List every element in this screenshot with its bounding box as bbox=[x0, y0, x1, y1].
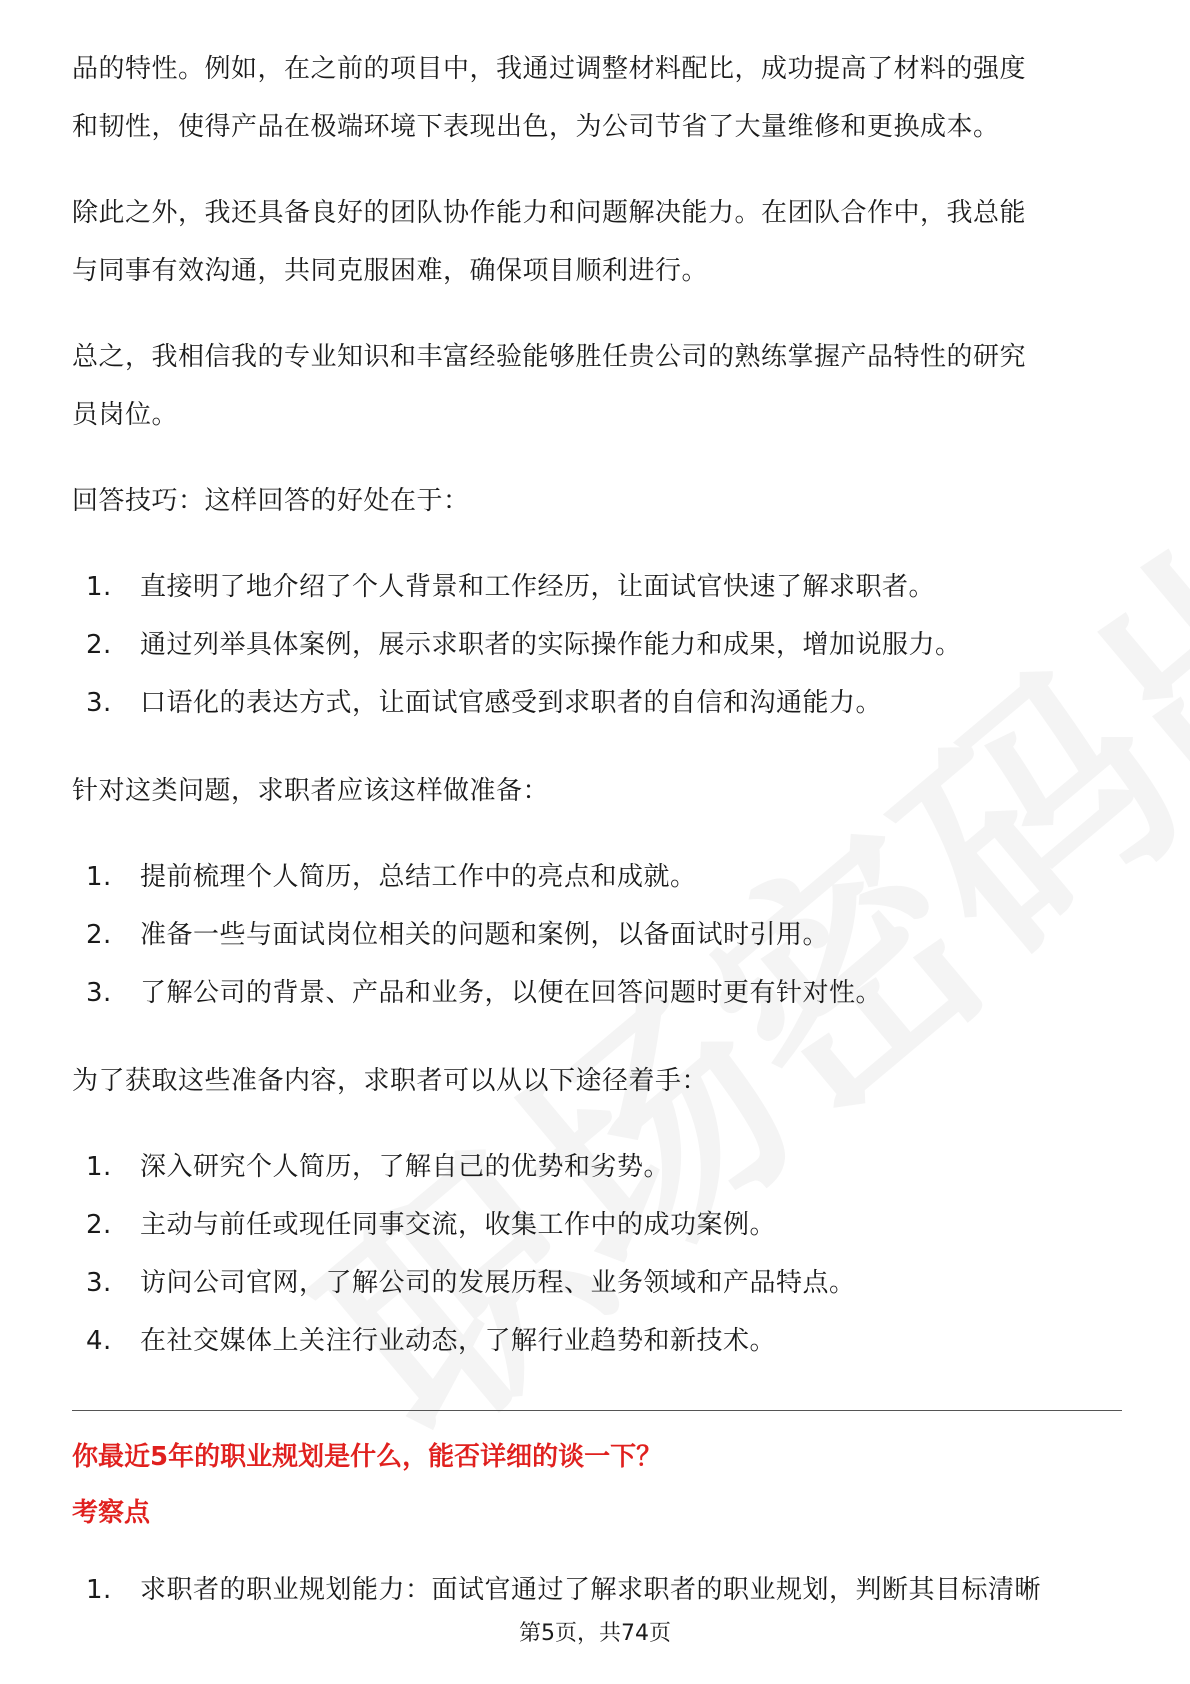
section-title: 考察点 bbox=[72, 1498, 151, 1528]
page-footer: 第5页，共74页 bbox=[519, 1621, 671, 1646]
answer-tips-list bbox=[72, 558, 1122, 732]
paragraph-2-line-1: 除此之外，我还具备良好的团队协作能力和问题解决能力。在团队合作中，我总能 bbox=[72, 198, 1027, 228]
preparation-list bbox=[72, 848, 1122, 1022]
list-text: 求职者的职业规划能力：面试官通过了解求职者的职业规划，判断其目标清晰 bbox=[140, 1575, 1042, 1605]
list-number: 3. bbox=[86, 688, 112, 718]
list-item bbox=[72, 1196, 1122, 1254]
list-text: 提前梳理个人简历，总结工作中的亮点和成就。 bbox=[140, 862, 697, 892]
list-text: 在社交媒体上关注行业动态，了解行业趋势和新技术。 bbox=[140, 1326, 777, 1356]
list-text: 准备一些与面试岗位相关的问题和案例，以备面试时引用。 bbox=[140, 920, 830, 950]
list-text: 访问公司官网，了解公司的发展历程、业务领域和产品特点。 bbox=[140, 1268, 856, 1298]
paragraph-2-line-2: 与同事有效沟通，共同克服困难，确保项目顺利进行。 bbox=[72, 256, 709, 286]
paragraph-1 bbox=[72, 40, 1122, 156]
sources-list bbox=[72, 1138, 1122, 1370]
list-item bbox=[72, 1312, 1122, 1370]
sources-heading: 为了获取这些准备内容，求职者可以从以下途径着手： bbox=[72, 1066, 709, 1096]
list-number: 2. bbox=[86, 630, 112, 660]
section-divider bbox=[72, 1410, 1122, 1411]
list-item bbox=[72, 674, 1122, 732]
question-title: 你最近5年的职业规划是什么，能否详细的谈一下？ bbox=[72, 1442, 663, 1472]
paragraph-2 bbox=[72, 184, 1122, 300]
list-number: 1. bbox=[86, 862, 112, 892]
paragraph-1-line-2: 和韧性，使得产品在极端环境下表现出色，为公司节省了大量维修和更换成本。 bbox=[72, 112, 1000, 142]
list-text: 了解公司的背景、产品和业务，以便在回答问题时更有针对性。 bbox=[140, 978, 883, 1008]
list-number: 2. bbox=[86, 920, 112, 950]
answer-tips-heading: 回答技巧：这样回答的好处在于： bbox=[72, 486, 470, 516]
list-text: 深入研究个人简历，了解自己的优势和劣势。 bbox=[140, 1152, 671, 1182]
list-number: 2. bbox=[86, 1210, 112, 1240]
paragraph-3 bbox=[72, 328, 1122, 444]
list-item bbox=[72, 1254, 1122, 1312]
list-item bbox=[72, 848, 1122, 906]
document-page bbox=[72, 40, 1122, 1649]
list-item bbox=[72, 1561, 1122, 1619]
list-item bbox=[72, 1138, 1122, 1196]
paragraph-3-line-1: 总之，我相信我的专业知识和丰富经验能够胜任贵公司的熟练掌握产品特性的研究 bbox=[72, 342, 1027, 372]
paragraph-1-line-1: 品的特性。例如，在之前的项目中，我通过调整材料配比，成功提高了材料的强度 bbox=[72, 54, 1027, 84]
list-text: 口语化的表达方式，让面试官感受到求职者的自信和沟通能力。 bbox=[140, 688, 883, 718]
list-number: 1. bbox=[86, 1575, 112, 1605]
list-number: 3. bbox=[86, 978, 112, 1008]
list-item bbox=[72, 558, 1122, 616]
paragraph-3-line-2: 员岗位。 bbox=[72, 400, 179, 430]
preparation-heading: 针对这类问题，求职者应该这样做准备： bbox=[72, 776, 550, 806]
list-item bbox=[72, 616, 1122, 674]
list-number: 1. bbox=[86, 572, 112, 602]
assessment-points-list bbox=[72, 1561, 1122, 1619]
list-text: 直接明了地介绍了个人背景和工作经历，让面试官快速了解求职者。 bbox=[140, 572, 936, 602]
list-number: 3. bbox=[86, 1268, 112, 1298]
list-number: 1. bbox=[86, 1152, 112, 1182]
list-item bbox=[72, 964, 1122, 1022]
list-number: 4. bbox=[86, 1326, 112, 1356]
list-text: 主动与前任或现任同事交流，收集工作中的成功案例。 bbox=[140, 1210, 777, 1240]
list-item bbox=[72, 906, 1122, 964]
list-text: 通过列举具体案例，展示求职者的实际操作能力和成果，增加说服力。 bbox=[140, 630, 962, 660]
